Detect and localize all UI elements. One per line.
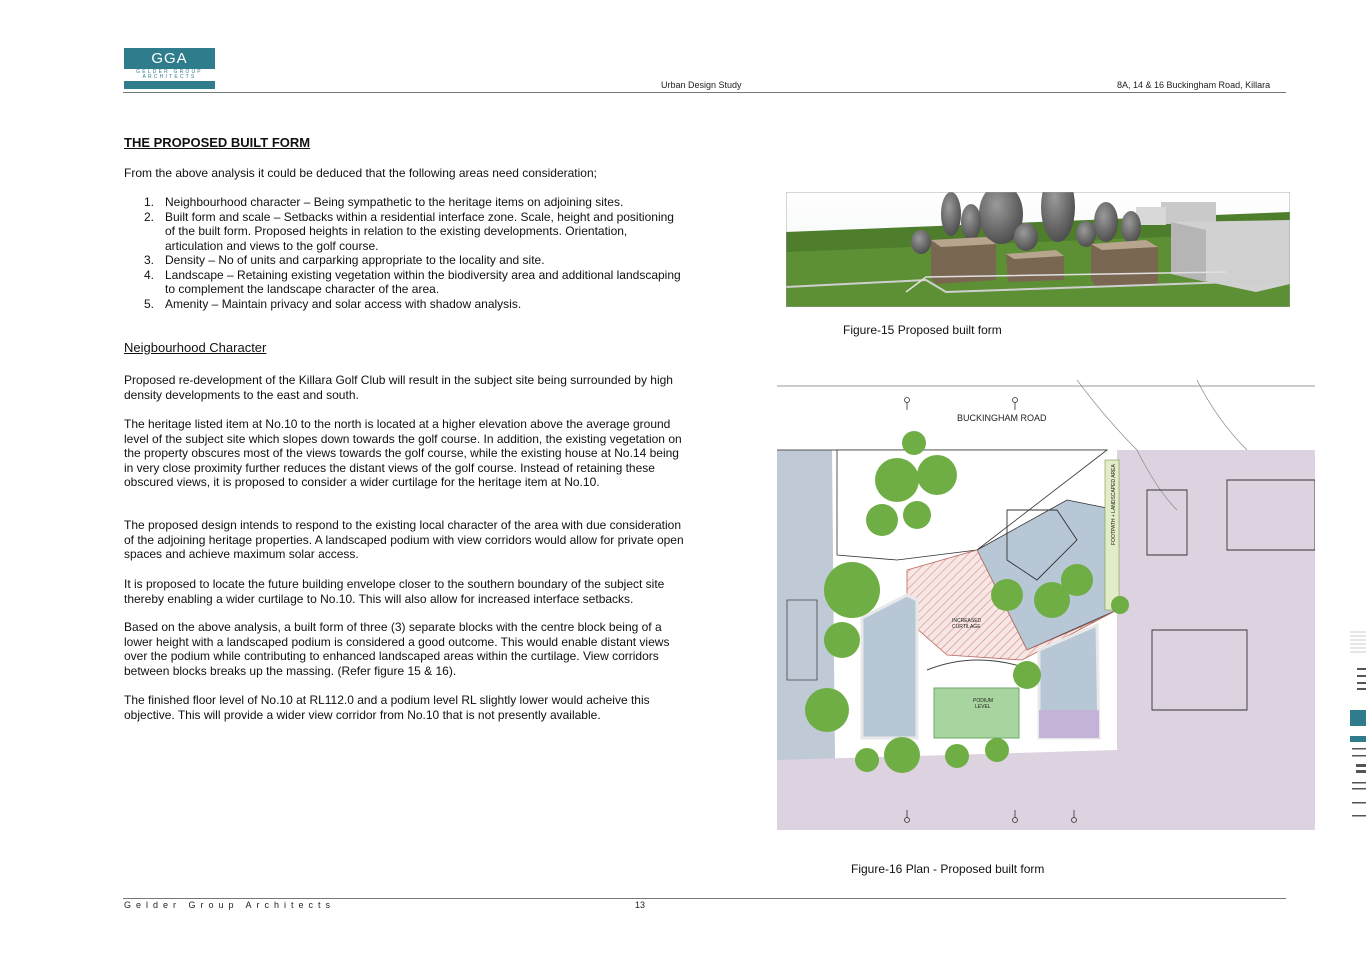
consideration-list — [124, 195, 684, 311]
logo-subtitle: GELDER GROUP — [136, 69, 203, 75]
footer-rule — [123, 898, 1286, 899]
tree — [911, 230, 931, 254]
title-block-text-marks — [1352, 668, 1366, 817]
figure-16-site-plan — [777, 380, 1315, 830]
proposed-block-east-lower — [1039, 710, 1099, 738]
list-text: Density – No of units and carparking appropriate to the locality and site. — [165, 253, 545, 267]
figure-16-caption: Figure-16 Plan - Proposed built form — [851, 862, 1045, 876]
cropped-title-block — [1348, 630, 1366, 830]
title-block-logo — [1350, 710, 1366, 726]
list-number: 5. — [144, 296, 155, 311]
header-rule — [123, 92, 1286, 93]
paragraph: The heritage listed item at No.10 to the north is located at a higher elevation above the average ground level of the subject site which slopes down towards the golf course. In addition, the existing vegetation on the property obscures most of the views towards the golf course, while the existing house at No.14 being in very close proximity further reduces the distant views of the golf course. Instead of retaining these obscured views, it is proposed to consider a wider curtilage for the heritage item at No.10. — [124, 417, 682, 489]
list-number: 3. — [144, 253, 155, 267]
list-text: Landscape – Retaining existing vegetation within the biodiversity area and additional landscaping to complement the landscape character of the area. — [165, 267, 681, 296]
paragraph: The proposed design intends to respond to the existing local character of the area with due consideration of the adjoining heritage properties. A landscaped podium with view corridors would allow for private open spaces and achieve maximum solar access. — [124, 518, 684, 561]
section-title: THE PROPOSED BUILT FORM — [124, 135, 311, 150]
logo-bar — [124, 81, 215, 89]
list-text: Amenity – Maintain privacy and solar access with shadow analysis. — [165, 296, 522, 311]
list-number: 4. — [144, 267, 155, 282]
paragraph: It is proposed to locate the future building envelope closer to the southern boundary of the subject site thereby enabling a wider curtilage to No.10. This will also allow for increased interface setbacks. — [124, 577, 665, 606]
footer-firm-name: Gelder Group Architects — [124, 900, 336, 910]
title-block-lines — [1350, 632, 1366, 652]
gga-logo — [124, 48, 215, 89]
tree — [1121, 211, 1141, 243]
list-item — [124, 210, 684, 254]
list-item — [124, 268, 684, 297]
title-block-bar — [1350, 736, 1366, 742]
header-document-title: Urban Design Study — [661, 80, 742, 90]
list-item — [124, 195, 684, 210]
curtilage-label: INCREASED — [952, 618, 982, 624]
list-number: 2. — [144, 209, 155, 224]
podium-level — [934, 688, 1019, 738]
paragraph: Based on the above analysis, a built form of three (3) separate blocks with the centre block being of a lower height with a landscaped podium is considered a good outcome. This would enable distant views over the podium while contributing to enhanced landscaped areas within the curtilage. View corridors between blocks breaks up the massing. (Refer figure 15 & 16). — [124, 620, 670, 678]
logo-subtitle-2: ARCHITECTS — [142, 74, 197, 80]
tree — [1094, 202, 1118, 242]
tree — [961, 204, 981, 240]
subheading: Neigbourhood Character — [124, 340, 267, 355]
paragraph: Proposed re-development of the Killara Golf Club will result in the subject site being surrounded by high density developments to the east and south. — [124, 373, 673, 402]
list-text: Neighbourhood character – Being sympathetic to the heritage items on adjoining sites. — [165, 195, 624, 209]
list-number: 1. — [144, 195, 155, 209]
logo-mark: GGA — [124, 48, 215, 69]
background-building — [1161, 202, 1216, 224]
page-number: 13 — [635, 900, 646, 910]
curtilage-label-2: CURTILAGE — [952, 624, 981, 630]
list-item — [124, 253, 684, 268]
tree — [941, 192, 961, 236]
footpath-label: FOOTPATH + LANDSCAPED AREA — [1111, 464, 1117, 545]
paragraph: The finished floor level of No.10 at RL112.0 and a podium level RL slightly lower would acheive this objective. This will provide a wider view corridor from No.10 that is not presently available. — [124, 693, 650, 722]
road-label: BUCKINGHAM ROAD — [957, 413, 1047, 423]
podium-label-2: LEVEL — [975, 704, 991, 710]
figure-15-render — [786, 192, 1290, 307]
intro-text: From the above analysis it could be deduced that the following areas need consideration; — [124, 166, 597, 180]
proposed-block-west — [862, 595, 917, 738]
header-address: 8A, 14 & 16 Buckingham Road, Killara — [1117, 80, 1271, 90]
podium-label: PODIUM — [973, 698, 993, 704]
tree — [1014, 223, 1038, 251]
list-text: Built form and scale – Setbacks within a residential interface zone. Scale, height and positioning of the built form. Proposed heights in relation to the existing developments. Orientation, articulation and views to the golf course. — [165, 209, 674, 253]
list-item — [124, 297, 684, 312]
figure-15-caption: Figure-15 Proposed built form — [843, 323, 1002, 337]
tree — [1076, 221, 1096, 247]
